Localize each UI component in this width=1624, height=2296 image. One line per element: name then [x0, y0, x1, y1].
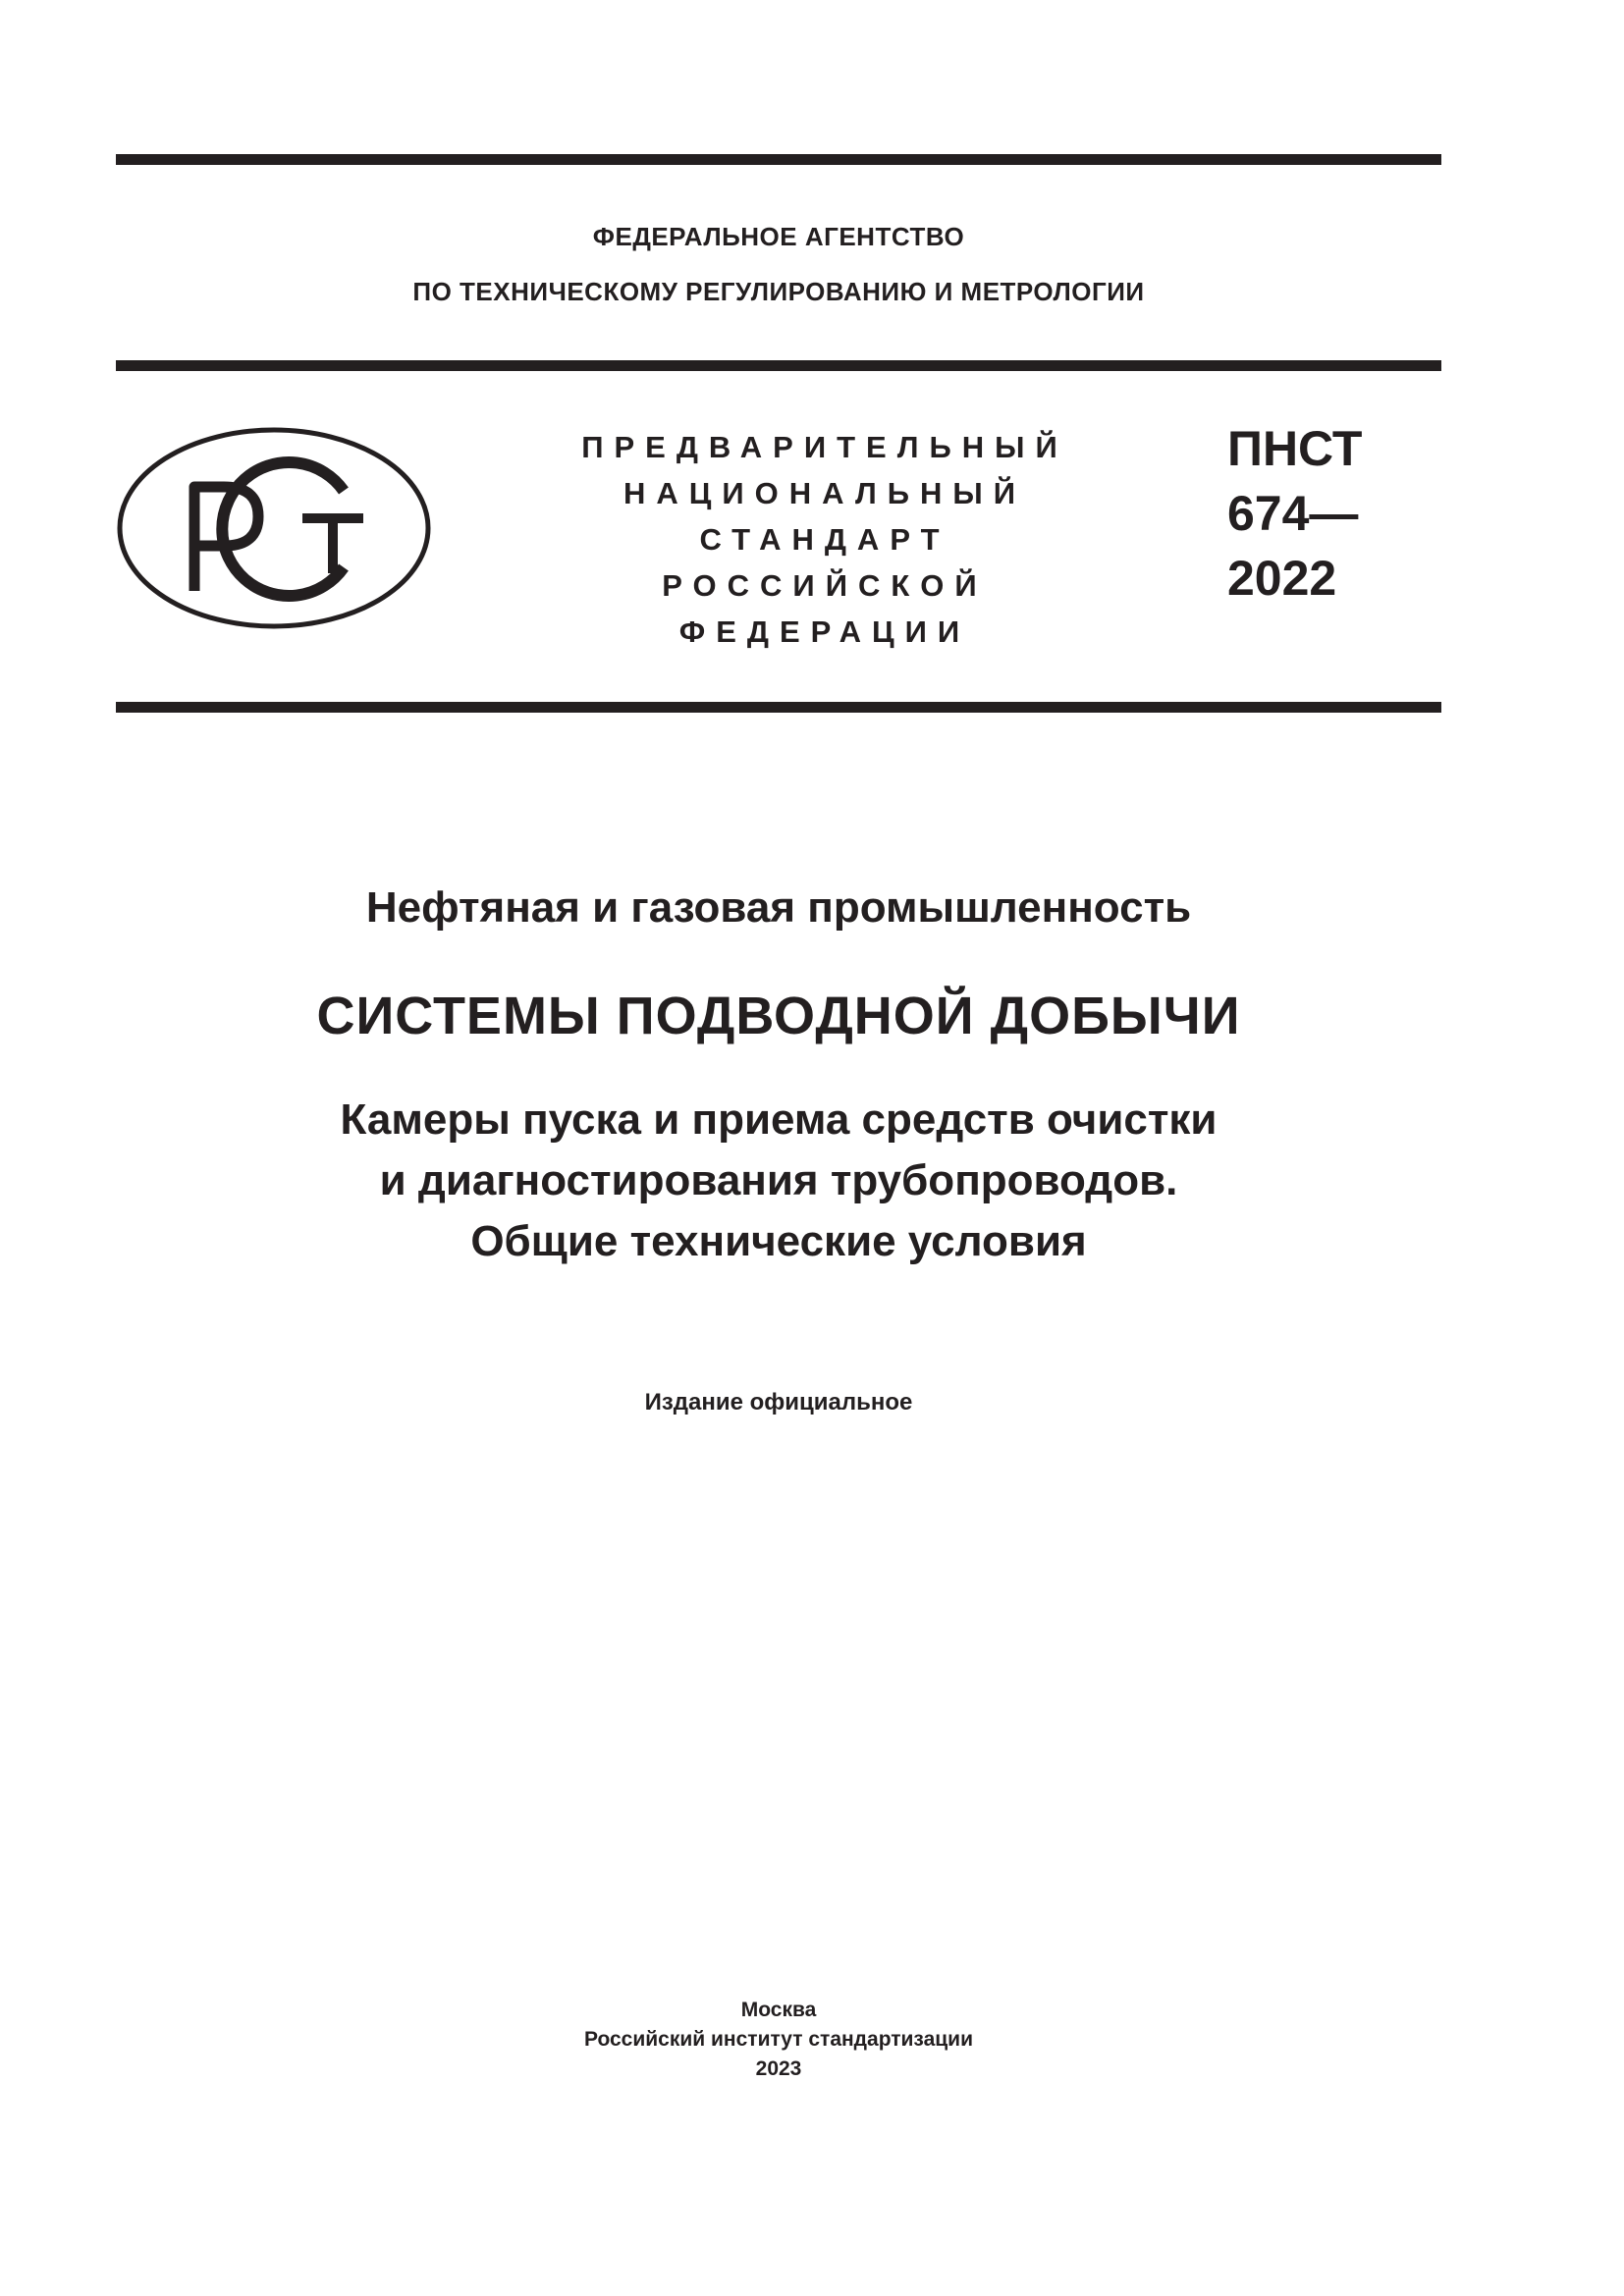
agency-line-1: ФЕДЕРАЛЬНОЕ АГЕНТСТВО	[592, 222, 965, 251]
subtitle	[116, 1090, 1441, 1272]
standard-code	[1227, 416, 1362, 611]
standard-type	[550, 424, 1100, 655]
edition-note: Издание официальное	[644, 1389, 913, 1415]
standard-code-year: 2022	[1227, 551, 1337, 606]
imprint	[116, 1996, 1441, 2084]
standard-type-line: ПРЕДВАРИТЕЛЬНЫЙ	[581, 430, 1068, 464]
standard-code-prefix: ПНСТ	[1227, 421, 1363, 476]
rst-emblem-icon	[116, 426, 432, 630]
subtitle-line: Камеры пуска и приема средств очистки	[340, 1095, 1218, 1144]
imprint-city: Москва	[740, 1999, 817, 2021]
subtitle-line: и диагностирования трубопроводов.	[379, 1156, 1178, 1204]
standard-type-line: ФЕДЕРАЦИИ	[678, 614, 971, 649]
header-bottom-rule	[116, 702, 1441, 713]
standard-type-line: НАЦИОНАЛЬНЫЙ	[623, 476, 1027, 510]
main-title: СИСТЕМЫ ПОДВОДНОЙ ДОБЫЧИ	[316, 987, 1241, 1045]
agency-line-2: ПО ТЕХНИЧЕСКОМУ РЕГУЛИРОВАНИЮ И МЕТРОЛОГИИ	[412, 277, 1145, 306]
standard-type-line: СТАНДАРТ	[699, 522, 950, 557]
standard-code-number: 674—	[1227, 486, 1359, 541]
agency-bottom-rule	[116, 360, 1441, 371]
standard-type-line: РОССИЙСКОЙ	[662, 568, 988, 603]
imprint-year: 2023	[755, 2057, 802, 2080]
imprint-publisher: Российский институт стандартизации	[583, 2028, 974, 2051]
sector-title: Нефтяная и газовая промышленность	[365, 883, 1192, 932]
subtitle-line: Общие технические условия	[470, 1217, 1087, 1265]
top-rule	[116, 154, 1441, 165]
